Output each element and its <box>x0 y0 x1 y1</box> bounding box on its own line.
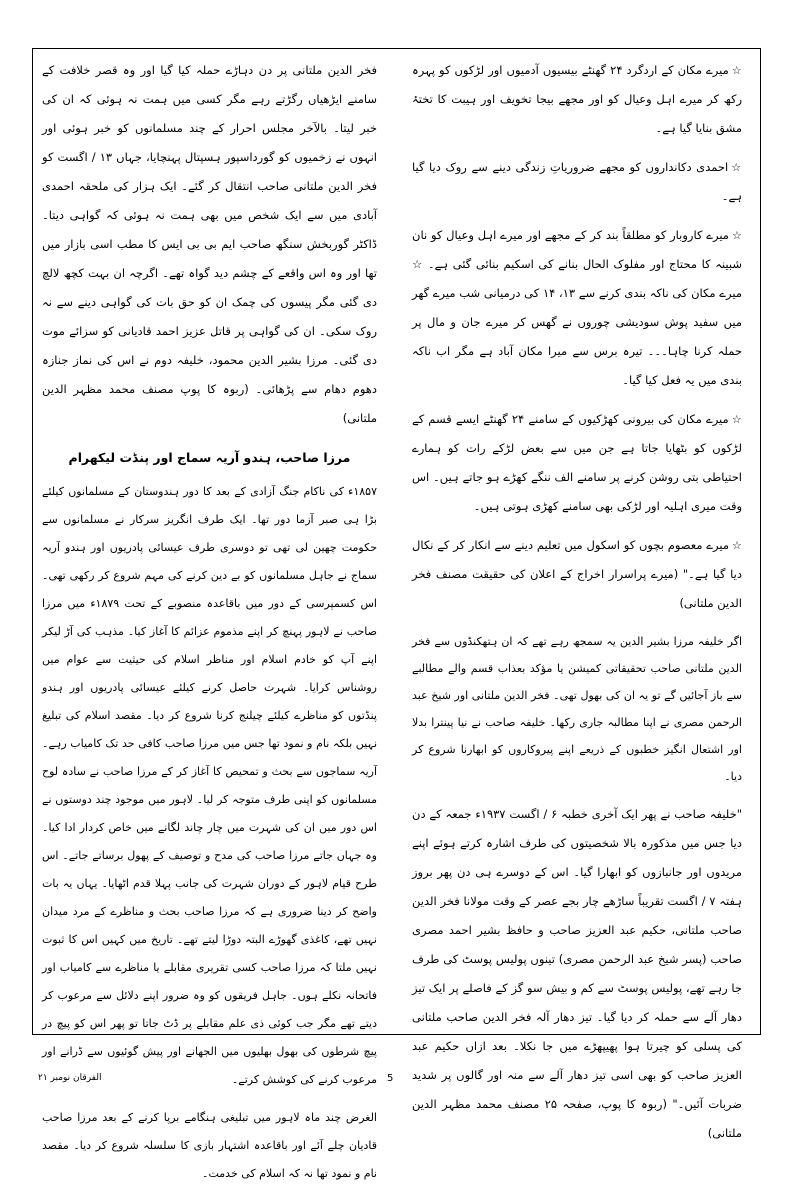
paragraph: اگر خلیفہ مرزا بشیر الدین یہ سمجھ رہے تھے کہ ان ہتھکنڈوں سے فخر الدین ملتانی صاحب تحقیقاتی کمیشن یا مؤکد بعذاب قسم والے مطالبے سے باز آجائیں گے تو یہ ان کی بھول تھی۔ فخر الدین ملتانی اور شیخ عبد الرحمن مصری نے اپنا مطالبہ جاری رکھا۔ خلیفہ صاحب نے نیا پینترا بدلا اور اشتعال انگیز خطبوں کے ذریعے اپنے پیروکاروں کو ابھارنا شروع کر دیا۔ <box>412 635 742 783</box>
paragraph: ۱۸۵۷ء کی ناکام جنگ آزادی کے بعد کا دور ہندوستان کے مسلمانوں کیلئے بڑا ہی صبر آزما دور تھا۔ ایک طرف انگریز سرکار نے مسلمانوں سے حکومت چھین لی تھی تو دوسری طرف عیسائی پادریوں اور ہندو آریہ سماج نے جاہل مسلمانوں کو بے دین کرنے کی مہم شروع کر رکھی تھی۔ اس کسمپرسی کے دور میں باقاعدہ منصوبے کے تحت ۱۸۷۹ء میں مرزا صاحب نے لاہور پہنچ کر اپنے مذموم عزائم کا آغاز کیا۔ مذہب کی آڑ لیکر اپنے آپ کو خادم اسلام اور مناظر اسلام کی حیثیت سے عوام میں روشناس کرایا۔ شہرت حاصل کرنے کیلئے عیسائی پادریوں اور ہندو پنڈتوں کو مناظرے کیلئے چیلنج کرنا شروع کر دیا۔ مقصد اسلام کی تبلیغ نہیں بلکہ نام و نمود تھا جس میں مرزا صاحب کافی حد تک کامیاب رہے۔ آریہ سماجوں سے بحث و تمحیص کا آغاز کر کے مرزا صاحب نے سادہ لوح مسلمانوں کو اپنی طرف متوجہ کر لیا۔ لاہور میں موجود چند دوستوں نے اس دور میں ان کی شہرت میں چار چاند لگانے میں خاص کردار ادا کیا۔ وہ جہاں جاتے مرزا صاحب کی مدح و توصیف کے پھول برساتے جاتے۔ اس طرح قیام لاہور کے دوران شہرت کی جانب پہلا قدم اٹھایا۔ یہاں یہ بات واضح کر دینا ضروری ہے کہ مرزا صاحب بحث و مناظرے کے مرد میدان نہیں تھے، کاغذی گھوڑے البتہ دوڑا لیتے تھے۔ تاریخ میں کہیں اس کا ثبوت نہیں ملتا کہ مرزا صاحب کسی تقریری مقابلے یا مناظرے سے کامیاب اور فاتحانہ نکلے ہوں۔ جاہل فریقوں کو وہ ضرور اپنے دلائل سے مرعوب کر دیتے تھے مگر جب کوئی ذی علم مقابلے پر ڈٹ جاتا تو پھر اس کو پیچ در پیچ شرطوں کی بھول بھلیوں میں الجھانے اور پیش گوئیوں سے ڈرانے اور مرعوب کرنے کی کوشش کرتے۔ <box>42 485 377 1086</box>
left-column <box>42 56 377 1198</box>
paragraph: ☆میرے مکان کی بیرونی کھڑکیوں کے سامنے ۲۴ گھنٹے ایسے قسم کے لڑکوں کو بٹھایا جاتا ہے جن میں سے بعض لڑکے رات کو ہمارے احتیاطی بتی روشن کرنے پر سامنے الف ننگے کھڑے ہو جاتے ہیں۔ اس وقت میری اہلیہ اور لڑکی بھی سامنے کھڑی ہوتی ہیں۔ <box>412 412 742 513</box>
star-bullet-icon: ☆ <box>731 161 742 174</box>
footer-magazine-name: الفرقان نومبر ۲۱ <box>38 1073 102 1083</box>
star-bullet-icon: ☆ <box>731 64 742 77</box>
paragraph: ☆میرے معصوم بچوں کو اسکول میں تعلیم دینے سے انکار کر کے نکال دیا گیا ہے۔" (میرے پراسرار اخراج کے اعلان کی حقیقت مصنف فخر الدین ملتانی) <box>412 538 742 610</box>
right-column <box>412 56 742 1158</box>
paragraph: الغرض چند ماہ لاہور میں تبلیغی ہنگامے برپا کرنے کے بعد مرزا صاحب قادیان چلے آئے اور باقاعدہ اشتہار بازی کا سلسلہ شروع کر دیا۔ مقصد نام و نمود تھا نہ کہ اسلام کی خدمت۔ <box>42 1111 377 1180</box>
quote-paragraph: "خلیفہ صاحب نے پھر ایک آخری خطبہ ۶ / اگست ۱۹۳۷ء جمعہ کے دن دیا جس میں مذکورہ بالا شخصیتوں کی طرف اشارہ کرتے ہوئے اپنے مریدوں اور جانبازوں کو ابھارا گیا۔ اس کے دوسرے ہی دن پھر بروز ہفتہ ۷ / اگست تقریباً ساڑھے چار بجے عصر کے وقت مولانا فخر الدین صاحب ملتانی، حکیم عبد العزیز صاحب و حافظ بشیر احمد مصری صاحب (پسر شیخ عبد الرحمن مصری) تینوں پولیس پوسٹ کی طرف جا رہے تھے، پولیس پوسٹ سے کم و بیش سو گز کے فاصلے پر ایک تیز دھار آلے سے حملہ کر دیا گیا۔ تیز دھار آلہ فخر الدین صاحب ملتانی کی پسلی کو چیرتا ہوا پھیپھڑے میں جا نکلا۔ بعد ازاں حکیم عبد العزیز صاحب کو بھی اسی تیز دھار آلے سے منہ اور گالوں پر شدید ضربات آئیں۔" (ربوہ کا پوپ، صفحہ ۲۵ مصنف محمد مظہر الدین ملتانی) <box>412 807 743 1140</box>
paragraph: ☆احمدی دکانداروں کو مجھے ضروریاتِ زندگی دینے سے روک دیا گیا ہے۔ <box>412 160 742 203</box>
star-bullet-icon: ☆ <box>731 229 742 242</box>
star-bullet-icon: ☆ <box>732 539 742 552</box>
star-bullet-icon: ☆ <box>731 413 742 426</box>
paragraph: ☆میرے کاروبار کو مطلقاً بند کر کے مجھے اور میرے اہل وعیال کو نان شبینہ کا محتاج اور مفلوک الحال بنانے کی اسکیم بنائی گئی ہے۔ ☆ میرے مکان کی ناکہ بندی کرنے سے ۱۳، ۱۴ کی درمیانی شب میرے گھر میں سفید پوش سودیشی چوروں نے گھس کر میرے جان و مال پر حملہ کرنا چاہا۔۔۔ تیرہ برس سے میرا مکان آباد ہے مگر اب ناکہ بندی میں یہ فعل کیا گیا۔ <box>412 228 742 387</box>
intro-paragraph: فخر الدین ملتانی پر دن دہاڑے حملہ کیا گیا اور وہ قصر خلافت کے سامنے ایڑھیاں رگڑتے رہے مگر کسی میں ہمت نہ ہوئی کہ ان کی خبر لیتا۔ بالآخر مجلس احرار کے چند مسلمانوں کو خبر ہوئی اور انہوں نے زخمیوں کو گورداسپور ہسپتال پہنچایا، جہاں ۱۳ / اگست کو فخر الدین ملتانی صاحب انتقال کر گئے۔ ایک ہزار کی ملحقہ احمدی آبادی میں سے ایک شخص میں بھی ہمت نہ ہوئی کہ گواہی دیتا۔ ڈاکٹر گوربخش سنگھ صاحب ایم بی بی ایس کا مطب اسی بازار میں تھا اور وہ اس واقعے کے چشم دید گواہ تھے۔ اگرچہ ان بہت کچھ لالچ دی گئی مگر پیسوں کی چمک ان کو حق بات کی گواہی دینے سے نہ روک سکی۔ ان کی گواہی پر قاتل عزیز احمد قادیانی کو سزائے موت دی گئی۔ مرزا بشیر الدین محمود، خلیفہ دوم نے اس کی نماز جنازہ دھوم دھام سے پڑھائی۔ (ربوہ کا پوپ مصنف محمد مظہر الدین ملتانی) <box>42 63 377 425</box>
paragraph: ☆میرے مکان کے اردگرد ۲۴ گھنٹے بیسیوں آدمیوں اور لڑکوں کو پہرہ رکھ کر میرے اہل وعیال کو اور مجھے بیجا تخویف اور ہیبت کا تختۂ مشق بنایا گیا ہے۔ <box>412 63 742 135</box>
section-heading: مرزا صاحب، ہندو آریہ سماج اور پنڈت لیکھرام <box>68 450 351 465</box>
page-number: 5 <box>387 1073 394 1084</box>
